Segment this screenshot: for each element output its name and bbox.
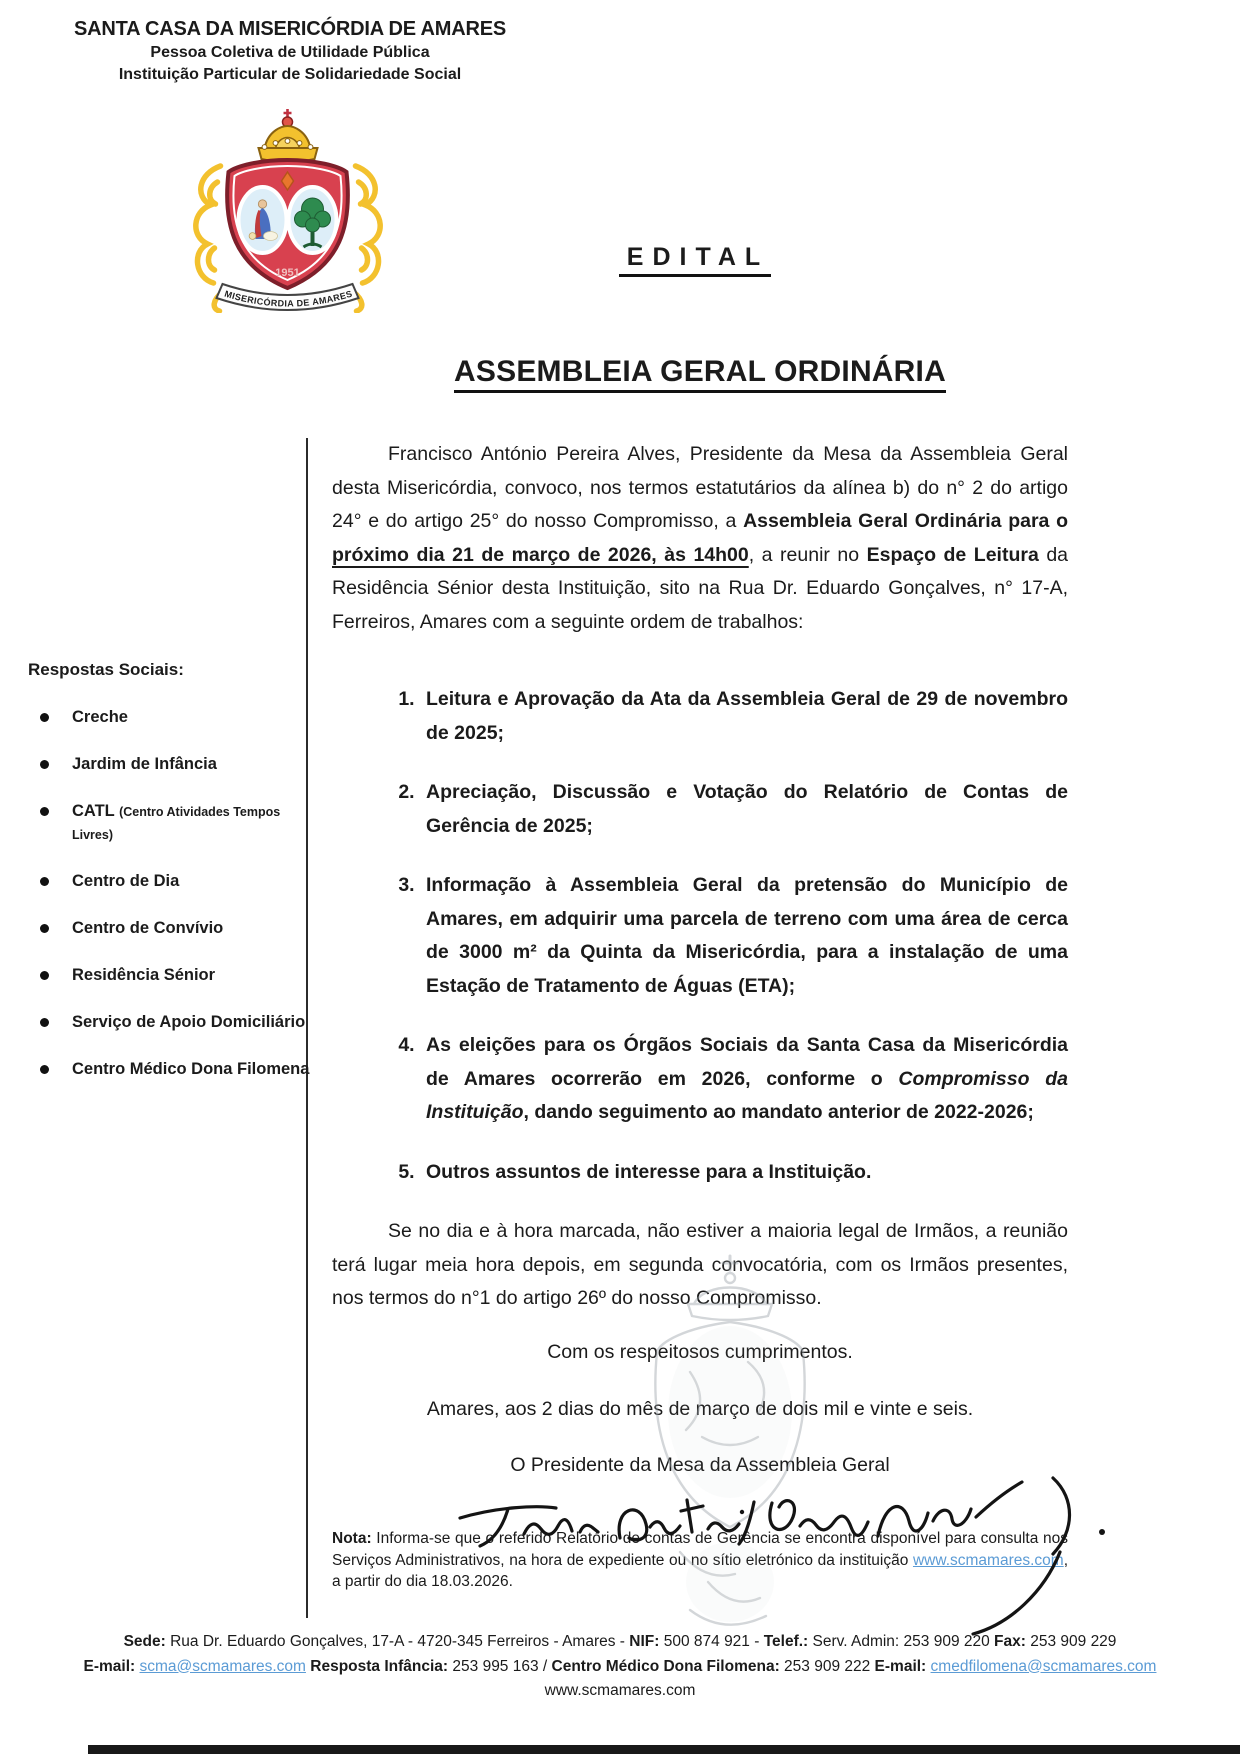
list-item: Creche xyxy=(28,706,310,729)
second-paragraph: Se no dia e à hora marcada, não estiver a maioria legal de Irmãos, a reunião terá lugar meia hora depois, em segunda convocatória, com os Irmãos presentes, nos termos do n°1 do artigo 26º do nosso Compromisso. xyxy=(332,1220,1068,1309)
edital-title: EDITAL xyxy=(400,243,990,272)
website-link[interactable]: www.scmamares.com xyxy=(912,1551,1064,1569)
coat-of-arms-icon xyxy=(178,108,398,313)
bullet-icon xyxy=(40,971,49,980)
bullet-icon xyxy=(40,1065,49,1074)
bullet-icon xyxy=(40,924,49,933)
footer xyxy=(0,1630,1240,1704)
agenda-item-5: 5. Outros assuntos de interesse para a Instituição. xyxy=(420,1156,1068,1190)
sidebar-list xyxy=(28,706,310,1081)
footer-website: www.scmamares.com xyxy=(544,1682,696,1699)
agenda-item-2: 2. Apreciação, Discussão e Votação do Relatório de Contas de Gerência de 2025; xyxy=(420,776,1068,843)
bullet-icon xyxy=(40,807,49,816)
agenda-item-4: 4. As eleições para os Órgãos Sociais da Santa Casa da Misericórdia de Amares ocorrerão em 2026, conforme o Compromisso da Instituição, dando seguimento ao mandato anterior de 2022-2026; xyxy=(420,1029,1068,1130)
scan-edge-bar xyxy=(88,1745,1240,1754)
president-line: O Presidente da Mesa da Assembleia Geral xyxy=(510,1453,890,1476)
bullet-icon xyxy=(40,713,49,722)
agenda-item-1: 1. Leitura e Aprovação da Ata da Assembleia Geral de 29 de novembro de 2025; xyxy=(420,683,1068,750)
logo-year: 1951 xyxy=(275,267,300,279)
agenda-list xyxy=(332,683,1068,1189)
date-line: Amares, aos 2 dias do mês de março de dois mil e vinte e seis. xyxy=(426,1398,974,1420)
list-item: Centro de Dia xyxy=(28,870,310,893)
coat-of-arms-logo xyxy=(178,108,398,313)
list-item: CATL (Centro Atividades Tempos Livres) xyxy=(28,800,310,846)
sidebar-respostas-sociais xyxy=(28,660,310,1105)
sidebar-heading: Respostas Sociais: xyxy=(28,660,184,679)
letterhead xyxy=(55,18,525,85)
bullet-icon xyxy=(40,760,49,769)
org-subtitle-2: Instituição Particular de Solidariedade Social xyxy=(118,66,462,83)
logo-banner-text: MISERICÓRDIA DE AMARES xyxy=(223,288,354,309)
intro-paragraph: Francisco António Pereira Alves, Presidente da Mesa da Assembleia Geral desta Misericórdia, convoco, nos termos estatutários da alínea b) do n° 2 do artigo 24° e do artigo 25° do nosso Compromisso, a Assembleia Geral Ordinária para o próximo dia 21 de março de 2026, às 14h00, a reunir no Espaço de Leitura da Residência Sénior desta Instituição, sito na Rua Dr. Eduardo Gonçalves, n° 17-A, Ferreiros, Amares com a seguinte ordem de trabalhos: xyxy=(332,443,1069,633)
bullet-icon xyxy=(40,877,49,886)
agenda-item-3: 3. Informação à Assembleia Geral da pretensão do Município de Amares, em adquirir uma parcela de terreno com uma área de cerca de 3000 m² da Quinta da Misericórdia, para a instalação de uma Estação de Tratamento de Águas (ETA); xyxy=(420,869,1068,1003)
footer-line-1: Sede: Rua Dr. Eduardo Gonçalves, 17-A - 4720-345 Ferreiros - Amares - NIF: 500 874 921 - Telef.: Serv. Admin: 253 909 220 Fax: 253 909 229 xyxy=(123,1633,1117,1650)
email-link-scma[interactable]: scma@scmamares.com xyxy=(139,1657,306,1675)
bullet-icon xyxy=(40,1018,49,1027)
signature xyxy=(452,1472,1132,1652)
compliments-line: Com os respeitosos cumprimentos. xyxy=(547,1340,853,1363)
signature-icon xyxy=(452,1472,1132,1647)
list-item: Serviço de Apoio Domiciliário xyxy=(28,1011,310,1034)
org-subtitle-1: Pessoa Coletiva de Utilidade Pública xyxy=(150,44,430,61)
list-item: Centro de Convívio xyxy=(28,917,310,940)
nota-paragraph: Nota: Informa-se que o referido Relatório de contas de Gerência se encontra disponível para consulta nos Serviços Administrativos, na hora de expediente ou no sítio eletrónico da instituição www.scmamares.com, a partir do dia 18.03.2026. xyxy=(332,1530,1068,1590)
footer-line-2: E-mail: scma@scmamares.com Resposta Infância: 253 995 163 / Centro Médico Dona Filomena: 253 909 222 E-mail: cmedfilomena@scmamares.com xyxy=(83,1657,1157,1675)
list-item: Jardim de Infância xyxy=(28,753,310,776)
list-item: Centro Médico Dona Filomena xyxy=(28,1058,310,1081)
list-item: Residência Sénior xyxy=(28,964,310,987)
org-name: SANTA CASA DA MISERICÓRDIA DE AMARES xyxy=(73,18,507,40)
page-title: ASSEMBLEIA GERAL ORDINÁRIA xyxy=(330,355,1070,389)
email-link-cmedfilomena[interactable]: cmedfilomena@scmamares.com xyxy=(930,1657,1157,1675)
